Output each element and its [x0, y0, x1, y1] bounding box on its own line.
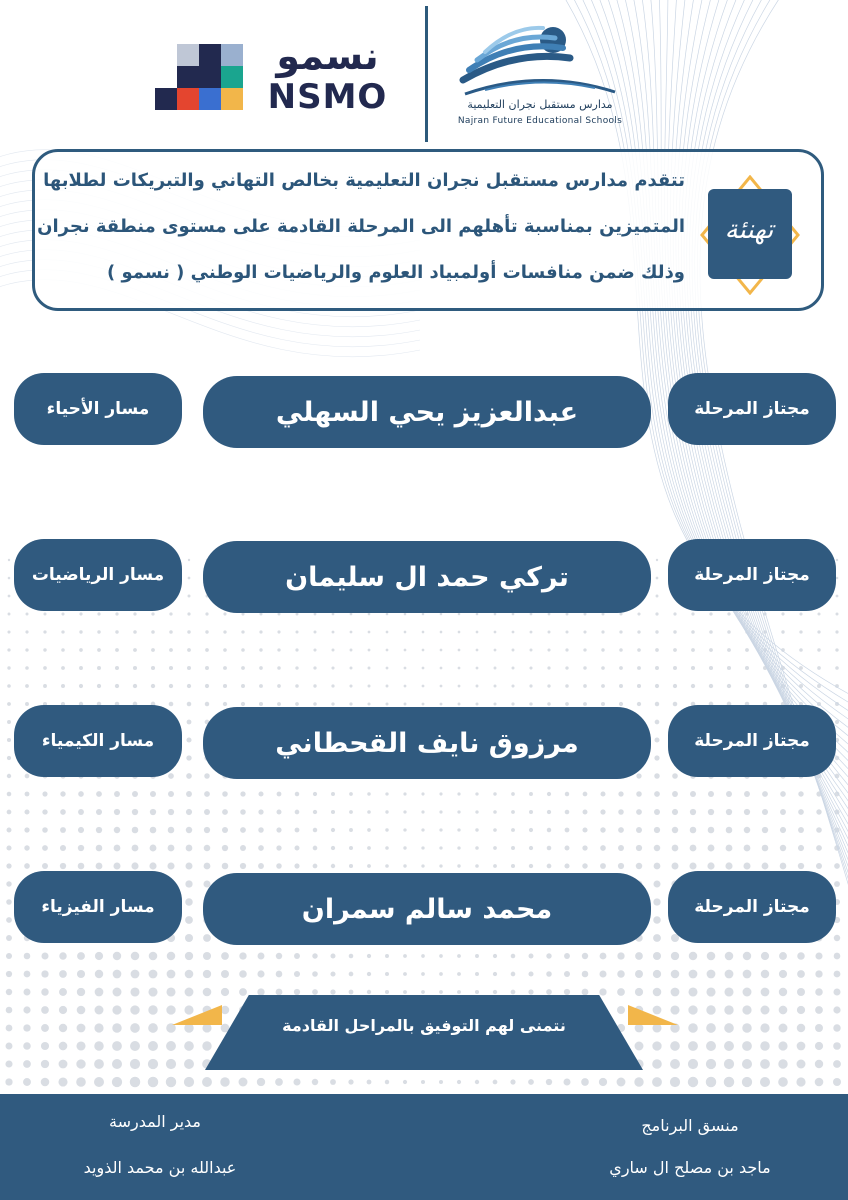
track-badge: مسار الرياضيات [14, 539, 182, 611]
student-name: مرزوق نايف القحطاني [203, 707, 651, 779]
nsmo-logo-mark [150, 30, 250, 120]
intro-line-1: تتقدم مدارس مستقبل نجران التعليمية بخالص التهاني والتبريكات لطلابها [43, 170, 685, 191]
student-name: عبدالعزيز يحي السهلي [203, 376, 651, 448]
school-name-arabic: مدارس مستقبل نجران التعليمية [467, 98, 613, 111]
track-badge: مسار الكيمياء [14, 705, 182, 777]
nsmo-logo-english: NSMO [267, 77, 388, 117]
signature-footer [0, 1094, 848, 1200]
coordinator-name: ماجد بن مصلح ال ساري [609, 1158, 771, 1177]
coordinator-title: منسق البرنامج [641, 1116, 739, 1135]
intro-line-3: وذلك ضمن منافسات أولمبياد العلوم والرياضيات الوطني ( نسمو ) [106, 262, 685, 283]
header-divider [425, 6, 428, 142]
student-name: تركي حمد ال سليمان [203, 541, 651, 613]
track-badge: مسار الأحياء [14, 373, 182, 445]
status-badge: مجتاز المرحلة [668, 539, 836, 611]
school-logo [455, 10, 625, 100]
status-badge: مجتاز المرحلة [668, 373, 836, 445]
principal-title: مدير المدرسة [108, 1112, 201, 1131]
student-name: محمد سالم سمران [203, 873, 651, 945]
school-logo-mark [455, 10, 625, 100]
nsmo-logo-arabic: نسمو [276, 34, 379, 78]
principal-name: عبدالله بن محمد الذويد [83, 1158, 237, 1177]
congratulation-badge-label: تهنئة [724, 215, 774, 245]
status-badge: مجتاز المرحلة [668, 705, 836, 777]
school-name-english: Najran Future Educational Schools [457, 116, 623, 126]
closing-message: نتمنى لهم التوفيق بالمراحل القادمة [282, 1016, 566, 1035]
track-badge: مسار الفيزياء [14, 871, 182, 943]
intro-line-2: المتميزين بمناسبة تأهلهم الى المرحلة القادمة على مستوى منطقة نجران [37, 216, 685, 237]
status-badge: مجتاز المرحلة [668, 871, 836, 943]
